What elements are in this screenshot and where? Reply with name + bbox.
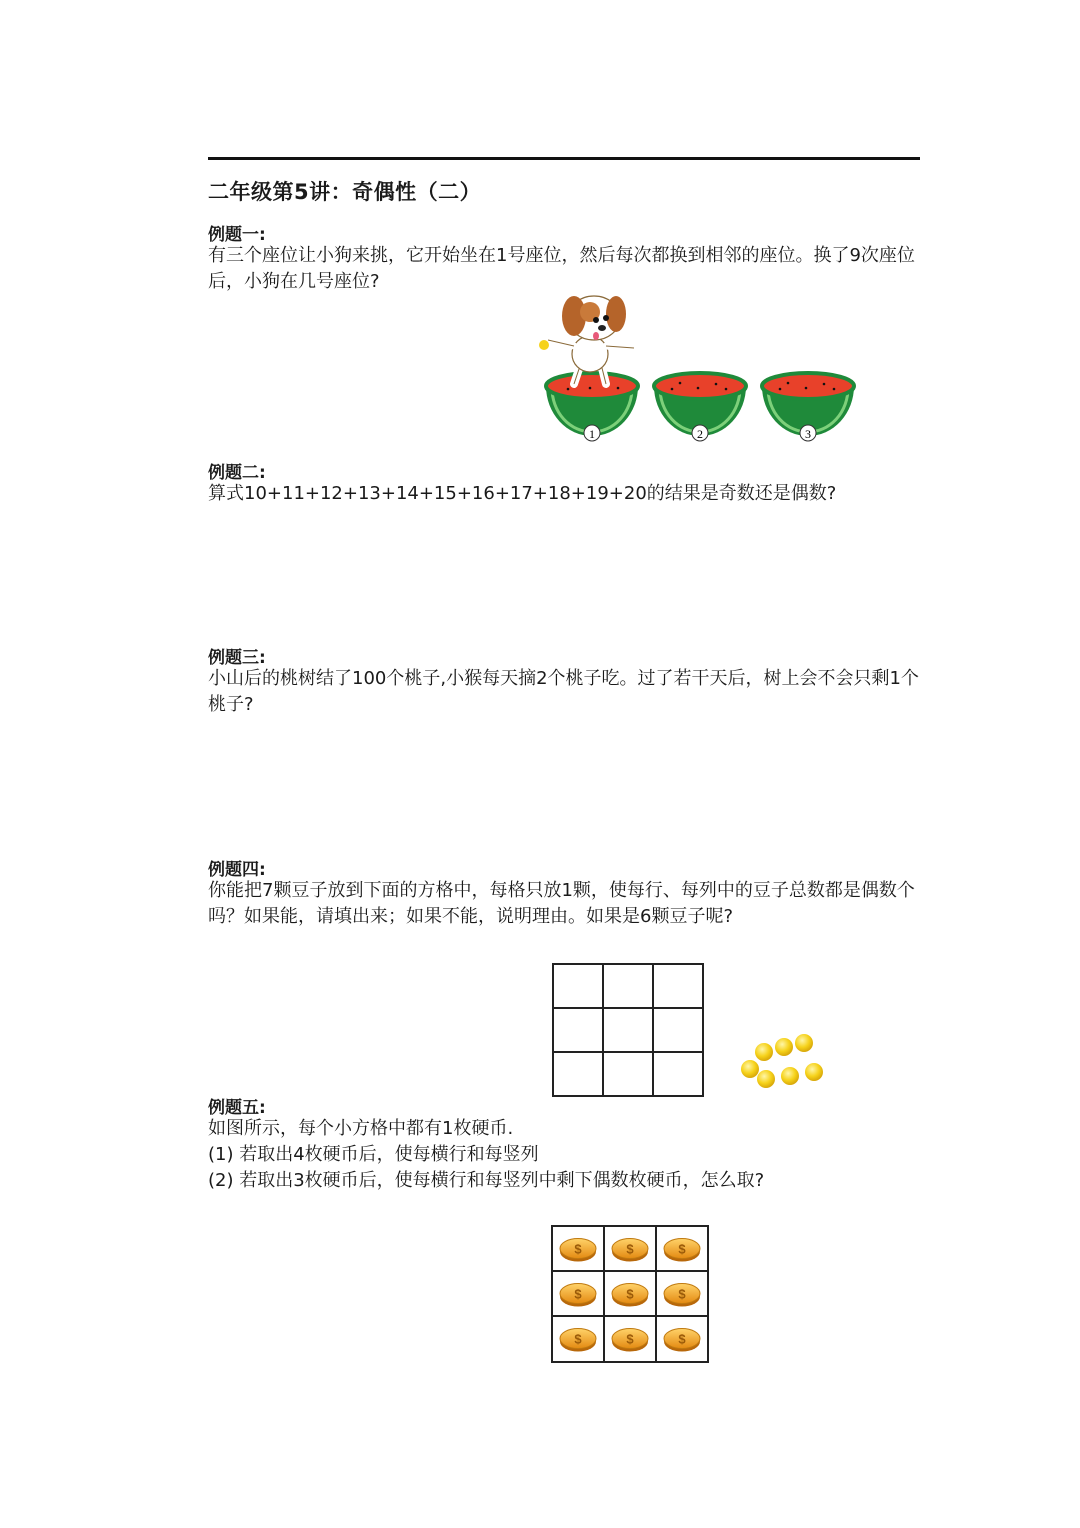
coin <box>612 1284 648 1307</box>
example-3-heading: 例题三: <box>208 648 266 668</box>
seat-number-2: 2 <box>697 427 703 441</box>
grid-cell <box>603 964 653 1008</box>
bean <box>755 1043 773 1061</box>
grid-cell <box>553 964 603 1008</box>
coin <box>560 1284 596 1307</box>
example-5-text: 如图所示，每个小方格中都有1枚硬币. <box>208 1118 514 1139</box>
grid-cell <box>653 964 703 1008</box>
watermelon-seat-1 <box>546 373 638 441</box>
coin-symbol: $ <box>678 1286 686 1302</box>
example-5-item-2: (2) 若取出3枚硬币后，使每横行和每竖列中剩下偶数枚硬币，怎么取? <box>208 1170 765 1191</box>
page-title: 二年级第5讲：奇偶性（二） <box>208 180 482 204</box>
coin <box>664 1284 700 1307</box>
beans-pile <box>732 1028 832 1094</box>
coin-symbol: $ <box>574 1241 582 1257</box>
dog-watermelon-illustration <box>530 288 870 452</box>
grid-cell <box>653 1052 703 1096</box>
coin <box>612 1239 648 1262</box>
bean-grid <box>552 963 704 1097</box>
bean <box>795 1034 813 1052</box>
example-4-text: 你能把7颗豆子放到下面的方格中，每格只放1颗，使每行、每列中的豆子总数都是偶数个吗？如果能，请填出来；如果不能，说明理由。如果是6颗豆子呢? <box>208 880 915 927</box>
coin-symbol: $ <box>626 1241 634 1257</box>
coin-symbol: $ <box>626 1286 634 1302</box>
example-1-text: 有三个座位让小狗来挑，它开始坐在1号座位，然后每次都换到相邻的座位。换了9次座位后，小狗在几号座位? <box>208 245 915 292</box>
example-5-item-1: (1) 若取出4枚硬币后，使每横行和每竖列 <box>208 1144 539 1165</box>
bean <box>741 1060 759 1078</box>
bean <box>781 1067 799 1085</box>
coin <box>560 1239 596 1262</box>
example-3-text: 小山后的桃树结了100个桃子,小猴每天摘2个桃子吃。过了若干天后，树上会不会只剩1个桃子? <box>208 668 919 715</box>
bean <box>775 1038 793 1056</box>
coin <box>612 1329 648 1352</box>
seat-number-3: 3 <box>805 427 811 441</box>
example-4-heading: 例题四: <box>208 860 266 880</box>
bean <box>757 1070 775 1088</box>
grid-cell <box>553 1008 603 1052</box>
watermelon-seat-3 <box>762 373 854 441</box>
coin <box>664 1239 700 1262</box>
watermelon-seat-2 <box>654 373 746 441</box>
coin-grid <box>550 1224 710 1364</box>
example-1-heading: 例题一: <box>208 225 266 245</box>
coin-symbol: $ <box>574 1286 582 1302</box>
example-2-heading: 例题二: <box>208 463 266 483</box>
grid-cell <box>603 1052 653 1096</box>
coin <box>664 1329 700 1352</box>
coin-symbol: $ <box>626 1331 634 1347</box>
grid-cell <box>603 1008 653 1052</box>
coin <box>560 1329 596 1352</box>
header-rule <box>208 157 920 160</box>
bean <box>805 1063 823 1081</box>
grid-cell <box>653 1008 703 1052</box>
coin-symbol: $ <box>678 1331 686 1347</box>
dog-figure <box>539 296 634 384</box>
grid-cell <box>553 1052 603 1096</box>
example-5-heading: 例题五: <box>208 1098 266 1118</box>
seat-number-1: 1 <box>589 427 595 441</box>
coin-symbol: $ <box>574 1331 582 1347</box>
coin-symbol: $ <box>678 1241 686 1257</box>
example-2-text: 算式10+11+12+13+14+15+16+17+18+19+20的结果是奇数还是偶数? <box>208 483 837 504</box>
